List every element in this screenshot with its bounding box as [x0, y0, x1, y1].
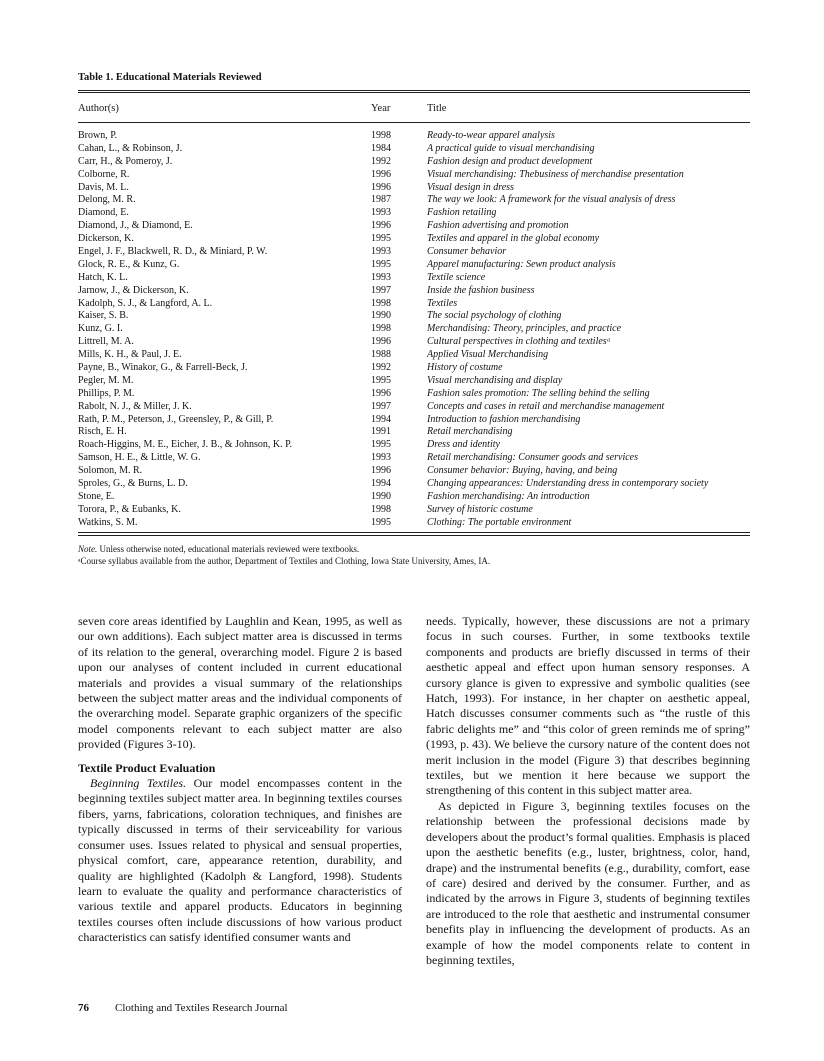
- row-year: 1996: [371, 336, 391, 348]
- table-footnote: ᵃCourse syllabus available from the author, Department of Textiles and Clothing, Iowa State University, Ames, IA.: [78, 556, 491, 566]
- row-author: Phillips, P. M.: [78, 387, 135, 399]
- row-year: 1993: [371, 246, 391, 258]
- note-label: Note.: [78, 544, 98, 554]
- row-author: Brown, P.: [78, 130, 118, 141]
- table-row: [78, 259, 768, 272]
- header-rule: [78, 122, 750, 123]
- table-row: [78, 182, 768, 195]
- row-title: Textiles: [427, 297, 458, 309]
- table-row: [78, 130, 768, 143]
- table-row: [78, 491, 768, 504]
- row-year: 1994: [371, 413, 391, 425]
- left-column: [78, 614, 402, 946]
- row-author: Pegler, M. M.: [78, 374, 134, 386]
- page-number: 76: [78, 1002, 89, 1014]
- row-year: 1996: [371, 465, 391, 477]
- materials-table: [78, 130, 768, 530]
- row-title: Applied Visual Merchandising: [427, 349, 549, 361]
- row-year: 1992: [371, 362, 391, 374]
- table-row: [78, 362, 768, 375]
- row-author: Watkins, S. M.: [78, 516, 138, 528]
- row-author: Diamond, J., & Diamond, E.: [78, 220, 193, 232]
- row-title: Survey of historic costume: [427, 503, 533, 515]
- table-row: [78, 143, 768, 156]
- table-row: [78, 401, 768, 414]
- row-year: 1995: [371, 258, 391, 270]
- page-footer: [78, 1002, 288, 1014]
- row-year: 1990: [371, 310, 391, 322]
- subsection-lead: Beginning Textiles.: [90, 776, 187, 791]
- row-year: 1993: [371, 207, 391, 219]
- table-notes: [78, 543, 490, 567]
- row-title: Retail merchandising: [427, 426, 513, 438]
- row-year: 1998: [371, 130, 391, 141]
- table-row: [78, 323, 768, 336]
- right-column: [426, 614, 750, 968]
- row-title: Consumer behavior: Buying, having, and being: [427, 465, 618, 477]
- table-row: [78, 233, 768, 246]
- row-author: Payne, B., Winakor, G., & Farrell-Beck, J.: [78, 362, 248, 374]
- row-title: Visual merchandising: Thebusiness of merchandise presentation: [427, 168, 684, 180]
- row-year: 1996: [371, 181, 391, 193]
- row-year: 1991: [371, 426, 391, 438]
- row-author: Rabolt, N. J., & Miller, J. K.: [78, 400, 192, 412]
- row-author: Roach-Higgins, M. E., Eicher, J. B., & Johnson, K. P.: [78, 439, 293, 451]
- header-author: Author(s): [78, 103, 119, 114]
- row-year: 1992: [371, 155, 391, 167]
- section-heading: Textile Product Evaluation: [78, 760, 216, 775]
- row-year: 1995: [371, 439, 391, 451]
- table-note: [78, 543, 490, 555]
- row-author: Carr, H., & Pomeroy, J.: [78, 155, 173, 167]
- header-title: Title: [427, 103, 447, 114]
- row-author: Rath, P. M., Peterson, J., Greensley, P., & Gill, P.: [78, 413, 274, 425]
- table-row: [78, 285, 768, 298]
- row-title: Fashion merchandising: An introduction: [427, 490, 590, 502]
- table-row: [78, 517, 768, 530]
- row-title: Changing appearances: Understanding dress in contemporary society: [427, 478, 709, 490]
- row-year: 1996: [371, 387, 391, 399]
- row-title: Visual design in dress: [427, 181, 514, 193]
- table-row: [78, 349, 768, 362]
- table-row: [78, 336, 768, 349]
- row-year: 1997: [371, 284, 391, 296]
- row-title: Consumer behavior: [427, 246, 507, 258]
- row-author: Torora, P., & Eubanks, K.: [78, 503, 181, 515]
- row-title: Ready-to-wear apparel analysis: [427, 130, 555, 141]
- table-row: [78, 504, 768, 517]
- row-year: 1998: [371, 297, 391, 309]
- row-author: Delong, M. R.: [78, 194, 136, 206]
- row-author: Risch, E. H.: [78, 426, 127, 438]
- table-row: [78, 194, 768, 207]
- row-title: The way we look: A framework for the visual analysis of dress: [427, 194, 676, 206]
- row-author: Colborne, R.: [78, 168, 130, 180]
- table-row: [78, 388, 768, 401]
- table-row: [78, 478, 768, 491]
- table-row: [78, 375, 768, 388]
- row-title: Introduction to fashion merchandising: [427, 413, 581, 425]
- table-bottom-rule: [78, 532, 750, 533]
- row-title: Textiles and apparel in the global economy: [427, 233, 600, 245]
- row-title: A practical guide to visual merchandising: [427, 142, 595, 154]
- row-year: 1984: [371, 142, 391, 154]
- row-title: Apparel manufacturing: Sewn product analysis: [427, 258, 616, 270]
- table-row: [78, 465, 768, 478]
- row-year: 1994: [371, 478, 391, 490]
- row-title: The social psychology of clothing: [427, 310, 562, 322]
- row-year: 1995: [371, 233, 391, 245]
- row-year: 1988: [371, 349, 391, 361]
- table-row: [78, 452, 768, 465]
- row-author: Sproles, G., & Burns, L. D.: [78, 478, 188, 490]
- table-row: [78, 272, 768, 285]
- row-title: Cultural perspectives in clothing and textilesᵃ: [427, 336, 611, 348]
- row-title: Textile science: [427, 271, 486, 283]
- row-author: Kaiser, S. B.: [78, 310, 129, 322]
- row-title: Dress and identity: [427, 439, 500, 451]
- table-row: [78, 414, 768, 427]
- table-row: [78, 298, 768, 311]
- table-row: [78, 246, 768, 259]
- left-paragraph-2-text: Our model encompasses content in the beginning textiles subject matter area. In beginning textiles courses fibers, yarns, fabrications, coloration techniques, and finishes are typically discussed in terms of their serviceability for various consumer uses. Issues related to physical and sensual properties, physical comfort, care, appearance retention, durability, and quality are highlighted (Kadolph & Langford, 1998). Students learn to evaluate the quality and performance characteristics of various textile and apparel products. Educators in beginning textiles courses often include discussions of how various product characteristics can satisfy identified consumer wants and: [78, 776, 402, 945]
- row-year: 1997: [371, 400, 391, 412]
- row-year: 1990: [371, 490, 391, 502]
- row-author: Kunz, G. I.: [78, 323, 123, 335]
- row-year: 1993: [371, 452, 391, 464]
- row-title: Fashion sales promotion: The selling behind the selling: [427, 387, 650, 399]
- row-author: Dickerson, K.: [78, 233, 134, 245]
- row-year: 1996: [371, 220, 391, 232]
- row-year: 1995: [371, 374, 391, 386]
- row-title: Inside the fashion business: [427, 284, 535, 296]
- row-title: Clothing: The portable environment: [427, 516, 572, 528]
- table-row: [78, 220, 768, 233]
- row-title: Fashion retailing: [427, 207, 497, 219]
- table-title: Table 1. Educational Materials Reviewed: [78, 72, 262, 83]
- table-row: [78, 310, 768, 323]
- row-author: Jarnow, J., & Dickerson, K.: [78, 284, 189, 296]
- row-year: 1987: [371, 194, 391, 206]
- row-author: Engel, J. F., Blackwell, R. D., & Miniard, P. W.: [78, 246, 268, 258]
- row-author: Littrell, M. A.: [78, 336, 134, 348]
- table-row: [78, 439, 768, 452]
- row-author: Mills, K. H., & Paul, J. E.: [78, 349, 182, 361]
- table-top-rule: [78, 90, 750, 91]
- row-author: Solomon, M. R.: [78, 465, 143, 477]
- header-year: Year: [371, 103, 391, 114]
- note-text: Unless otherwise noted, educational materials reviewed were textbooks.: [97, 544, 360, 554]
- left-paragraph-1: seven core areas identified by Laughlin and Kean, 1995, as well as our own additions). Each subject matter area is discussed in terms of its relation to the general, overarching model. Figure 2 is based upon our analyses of content included in current educational materials and provides a visual summary of the relationships between the subject matter areas and the individual components of the overarching model. Separate graphic organizers of the specific model components relevant to each subject matter are also provided (Figures 3-10).: [78, 614, 402, 752]
- table-row: [78, 207, 768, 220]
- right-paragraph-2: As depicted in Figure 3, beginning textiles focuses on the relationship between the professional decisions made by developers about the product’s formal qualities. Emphasis is placed upon the aesthetic benefits (e.g., luster, brightness, color, hand, drape) and the instrumental benefits (e.g., durability, comfort, ease of care) desired and derived by the consumer. Further, and as indicated by the arrows in Figure 3, students of beginning textiles are introduced to the role that aesthetic and instrumental consumer benefits play in influencing the development of products. As an example of how the model components relate to content in beginning textiles,: [426, 798, 750, 967]
- row-author: Davis, M. L.: [78, 181, 129, 193]
- row-title: Fashion design and product development: [427, 155, 593, 167]
- table-bottom-rule-2: [78, 535, 750, 536]
- row-author: Diamond, E.: [78, 207, 129, 219]
- row-author: Cahan, L., & Robinson, J.: [78, 142, 183, 154]
- table-top-rule-2: [78, 92, 750, 93]
- row-author: Stone, E.: [78, 490, 115, 502]
- left-paragraph-2: [78, 776, 402, 945]
- row-author: Glock, R. E., & Kunz, G.: [78, 258, 180, 270]
- row-year: 1995: [371, 516, 391, 528]
- row-title: Visual merchandising and display: [427, 374, 563, 386]
- row-title: Merchandising: Theory, principles, and practice: [427, 323, 622, 335]
- row-title: Fashion advertising and promotion: [427, 220, 569, 232]
- row-year: 1998: [371, 323, 391, 335]
- table-row: [78, 156, 768, 169]
- row-author: Kadolph, S. J., & Langford, A. L.: [78, 297, 213, 309]
- row-title: History of costume: [427, 362, 503, 374]
- table-row: [78, 169, 768, 182]
- table-row: [78, 426, 768, 439]
- row-author: Hatch, K. L.: [78, 271, 128, 283]
- row-author: Samson, H. E., & Little, W. G.: [78, 452, 201, 464]
- row-year: 1998: [371, 503, 391, 515]
- right-paragraph-1: needs. Typically, however, these discussions are not a primary focus in such courses. Further, in some textbooks textile components and products are briefly discussed in terms of their aesthetic appeal and effect upon human sensory responses. A cursory glance is given to expressive and symbolic qualities (see Hatch, 1993). For instance, in her chapter on aesthetic appeal, Hatch discusses consumer comments such as “the rustle of this fabric delights me” and “this color of green reminds me of spring” (1993, p. 43). We believe the cursory nature of the content does not merit inclusion in the model (Figure 3) that describes beginning textiles, but we mention it here because we support the strengthening of this content in this subject matter area.: [426, 614, 750, 798]
- row-year: 1993: [371, 271, 391, 283]
- journal-name: Clothing and Textiles Research Journal: [115, 1002, 288, 1014]
- row-title: Retail merchandising: Consumer goods and services: [427, 452, 638, 464]
- row-title: Concepts and cases in retail and merchandise management: [427, 400, 665, 412]
- row-year: 1996: [371, 168, 391, 180]
